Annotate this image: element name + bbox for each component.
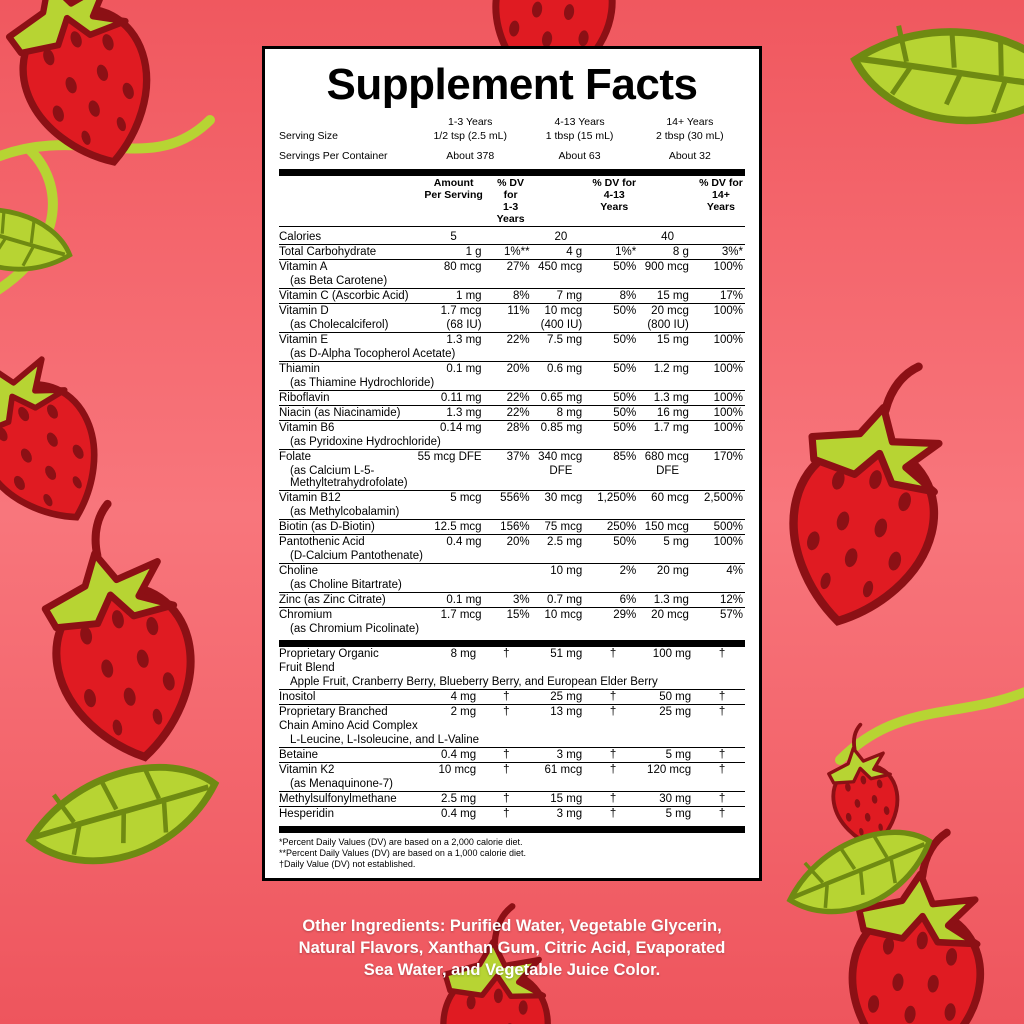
blend-dv-3: † bbox=[699, 690, 745, 705]
header-amount-line2: Per Serving bbox=[424, 189, 483, 201]
blend-amount-3: 25 mg bbox=[659, 706, 692, 718]
blend-dv-3: † bbox=[718, 648, 726, 660]
subrow-filler bbox=[590, 318, 638, 333]
page-title: Supplement Facts bbox=[326, 60, 698, 109]
blend-name: Vitamin K2 bbox=[279, 764, 335, 776]
nutrient-dv-1: 22% bbox=[490, 406, 532, 421]
nutrient-amount-3-alt: (800 IU) bbox=[638, 318, 697, 333]
servings-per-container-row bbox=[279, 149, 745, 163]
blend-amount-1: 8 mg bbox=[450, 648, 477, 660]
blend-dv-1: † bbox=[503, 706, 510, 718]
header-amount-line1: Amount bbox=[433, 177, 474, 189]
header-spacer bbox=[279, 176, 418, 227]
blend-dv-1: † bbox=[484, 690, 528, 705]
serving-age-header-row bbox=[279, 115, 745, 129]
nutrient-dv-1 bbox=[490, 564, 532, 579]
supplement-facts-panel bbox=[262, 46, 762, 881]
nutrient-dv-3: 100% bbox=[697, 391, 745, 406]
subrow-filler bbox=[490, 464, 532, 491]
blend-dv-1: † bbox=[484, 748, 528, 763]
nutrient-amount-2-alt: (400 IU) bbox=[532, 318, 591, 333]
blend-amount-1: 2 mg bbox=[450, 706, 477, 718]
blend-amount-2: 25 mg bbox=[528, 690, 590, 705]
nutrient-dv-3: 100% bbox=[713, 422, 743, 434]
table-row bbox=[279, 406, 745, 421]
footnote-2: **Percent Daily Values (DV) are based on a 1,000 calorie diet. bbox=[279, 848, 526, 858]
nutrient-amount-3: 5 mg bbox=[663, 536, 689, 548]
nutrient-dv-2: 50% bbox=[613, 261, 637, 273]
nutrient-name: Choline bbox=[279, 565, 318, 577]
header-spacer-2 bbox=[532, 176, 591, 227]
other-ingredients-line-1: Other Ingredients: Purified Water, Vegetable Glycerin, bbox=[302, 917, 722, 935]
nutrient-name: Vitamin A bbox=[279, 261, 328, 273]
nutrient-dv-3: 4% bbox=[726, 565, 743, 577]
blend-dv-3: † bbox=[718, 764, 726, 776]
nutrient-dv-3: 2,500% bbox=[703, 492, 743, 504]
nutrient-name: Thiamin bbox=[279, 363, 320, 375]
nutrient-name: Biotin (as D-Biotin) bbox=[279, 520, 418, 535]
table-subrow bbox=[279, 733, 745, 748]
table-row bbox=[279, 593, 745, 608]
nutrient-amount-3: 15 mg bbox=[638, 289, 697, 304]
nutrient-amount-3: 60 mcg bbox=[651, 492, 689, 504]
nutrient-dv-1: 8% bbox=[490, 289, 532, 304]
blend-dv-1: † bbox=[503, 648, 510, 660]
nutrient-amount-3: 1.3 mg bbox=[638, 391, 697, 406]
nutrient-amount-2: 8 mg bbox=[532, 406, 591, 421]
nutrient-amount-1: 5 bbox=[418, 230, 490, 245]
nutrient-amount-3: 20 mcg bbox=[651, 609, 689, 621]
nutrient-subname: (as Thiamine Hydrochloride) bbox=[279, 376, 745, 391]
table-row bbox=[279, 792, 745, 807]
table-row bbox=[279, 807, 745, 822]
nutrient-subname: (as Calcium L-5-Methyltetrahydrofolate) bbox=[279, 464, 418, 491]
nutrient-amount-3: 680 mcg bbox=[644, 451, 689, 463]
nutrient-amount-2: 20 bbox=[532, 230, 591, 245]
nutrient-dv-1: 22% bbox=[506, 334, 530, 346]
nutrient-amount-3: 1.3 mg bbox=[638, 593, 697, 608]
table-subrow bbox=[279, 464, 745, 491]
nutrient-dv-3 bbox=[697, 230, 745, 245]
other-ingredients-line-2: Natural Flavors, Xanthan Gum, Citric Acid, Evaporated bbox=[298, 939, 726, 957]
blend-name: Hesperidin bbox=[279, 808, 334, 820]
nutrient-amount-2: 30 mcg bbox=[544, 492, 583, 504]
servings-count-1: About 378 bbox=[446, 150, 495, 162]
blend-dv-1: † bbox=[503, 764, 510, 776]
table-subrow bbox=[279, 549, 745, 564]
table-row bbox=[279, 763, 745, 778]
nutrient-amount-3: 150 mcg bbox=[638, 520, 697, 535]
blend-amount-2: 3 mg bbox=[556, 808, 583, 820]
nutrition-table bbox=[279, 176, 745, 636]
nutrient-name: Vitamin B6 bbox=[279, 422, 335, 434]
table-subrow bbox=[279, 376, 745, 391]
blend-amount-3: 5 mg bbox=[636, 748, 699, 763]
proprietary-blend-table bbox=[279, 647, 745, 821]
table-row bbox=[279, 362, 745, 377]
nutrient-amount-1 bbox=[418, 564, 490, 579]
nutrient-dv-1: 3% bbox=[490, 593, 532, 608]
nutrient-dv-2 bbox=[590, 230, 638, 245]
nutrient-amount-1: 1.7 mcg bbox=[440, 305, 482, 317]
table-row bbox=[279, 535, 745, 550]
nutrient-dv-3: 100% bbox=[713, 536, 743, 548]
nutrient-subname: (as Chromium Picolinate) bbox=[290, 623, 420, 635]
serving-size-row bbox=[279, 129, 745, 143]
nutrient-dv-3: 170% bbox=[713, 451, 743, 463]
nutrient-name: Vitamin C (Ascorbic Acid) bbox=[279, 289, 418, 304]
nutrient-amount-2: 7 mg bbox=[532, 289, 591, 304]
table-row bbox=[279, 748, 745, 763]
blend-amount-2: 15 mg bbox=[528, 792, 590, 807]
table-subrow bbox=[279, 505, 745, 520]
blend-dv-2: † bbox=[590, 792, 636, 807]
table-subrow bbox=[279, 435, 745, 450]
nutrient-amount-2: 0.7 mg bbox=[532, 593, 591, 608]
nutrient-dv-2: 1%* bbox=[590, 245, 638, 260]
nutrient-dv-3: 100% bbox=[713, 363, 743, 375]
table-subrow bbox=[279, 661, 745, 675]
nutrient-amount-2: 10 mcg bbox=[544, 609, 583, 621]
nutrient-amount-1-alt: (68 IU) bbox=[418, 318, 490, 333]
nutrient-dv-1: 156% bbox=[490, 520, 532, 535]
header-dv2-line1: % DV for bbox=[592, 177, 637, 189]
nutrient-subname: (as Cholecalciferol) bbox=[279, 318, 418, 333]
table-subrow bbox=[279, 622, 745, 636]
nutrient-dv-2: 1,250% bbox=[597, 492, 637, 504]
nutrient-dv-3: 57% bbox=[719, 609, 743, 621]
nutrient-dv-2: 29% bbox=[613, 609, 637, 621]
nutrient-amount-3: 900 mcg bbox=[644, 261, 689, 273]
nutrient-subname: (as Beta Carotene) bbox=[279, 274, 418, 289]
nutrient-amount-3: 20 mg bbox=[656, 565, 689, 577]
nutrient-amount-2: 0.6 mg bbox=[547, 363, 583, 375]
table-row bbox=[279, 245, 745, 260]
nutrient-amount-1: 0.1 mg bbox=[418, 593, 490, 608]
servings-per-container-label: Servings Per Container bbox=[279, 150, 388, 162]
nutrient-amount-3: 1.2 mg bbox=[653, 363, 689, 375]
nutrient-dv-1 bbox=[490, 230, 532, 245]
nutrient-amount-1: 0.11 mg bbox=[418, 391, 490, 406]
other-ingredients-line-3: Sea Water, and Vegetable Juice Color. bbox=[363, 961, 661, 979]
nutrient-amount-2: 75 mcg bbox=[532, 520, 591, 535]
blend-dv-3: † bbox=[699, 792, 745, 807]
nutrient-name: Total Carbohydrate bbox=[279, 245, 418, 260]
table-row bbox=[279, 230, 745, 245]
blend-dv-1: † bbox=[484, 792, 528, 807]
blend-amount-1: 0.4 mg bbox=[422, 748, 484, 763]
table-row bbox=[279, 491, 745, 506]
table-row bbox=[279, 289, 745, 304]
footnote-1: *Percent Daily Values (DV) are based on a 2,000 calorie diet. bbox=[279, 837, 523, 847]
table-subrow bbox=[279, 675, 745, 690]
nutrient-subname: (as Choline Bitartrate) bbox=[279, 578, 745, 593]
nutrient-dv-1: 28% bbox=[506, 422, 530, 434]
nutrient-amount-1: 0.4 mg bbox=[446, 536, 482, 548]
bottom-divider-bar bbox=[279, 826, 745, 833]
nutrient-dv-2: 50% bbox=[613, 363, 637, 375]
nutrient-dv-2: 50% bbox=[590, 391, 638, 406]
nutrient-amount-3: 1.7 mg bbox=[653, 422, 689, 434]
blend-dv-2: † bbox=[609, 648, 617, 660]
nutrient-subname: (D-Calcium Pantothenate) bbox=[279, 549, 745, 564]
nutrient-amount-2: 10 mg bbox=[550, 565, 583, 577]
nutrient-amount-1: 0.1 mg bbox=[446, 363, 482, 375]
nutrient-name: Zinc (as Zinc Citrate) bbox=[279, 593, 418, 608]
blend-amount-3: 100 mg bbox=[652, 648, 692, 660]
header-dv1-line2: 1-3 Years bbox=[496, 201, 525, 225]
nutrient-amount-3-alt: DFE bbox=[638, 464, 697, 491]
nutrient-subname: (as Pyridoxine Hydrochloride) bbox=[279, 435, 745, 450]
blend-dv-3: † bbox=[718, 808, 726, 820]
blend-note: Apple Fruit, Cranberry Berry, Blueberry Berry, and European Elder Berry bbox=[279, 675, 745, 690]
servings-count-2: About 63 bbox=[558, 150, 601, 162]
blend-amount-1: 2.5 mg bbox=[422, 792, 484, 807]
subrow-filler bbox=[418, 464, 490, 491]
nutrient-dv-2: 50% bbox=[613, 334, 637, 346]
blend-dv-2: † bbox=[609, 706, 617, 718]
footnote-3: †Daily Value (DV) not established. bbox=[279, 859, 416, 869]
blend-name: Inositol bbox=[279, 690, 422, 705]
blend-dv-2: † bbox=[609, 808, 617, 820]
table-row bbox=[279, 260, 745, 275]
nutrient-amount-2: 0.85 mg bbox=[540, 422, 583, 434]
blend-name: Proprietary Branched bbox=[279, 706, 388, 718]
nutrient-amount-3: 16 mg bbox=[638, 406, 697, 421]
nutrient-amount-2: 2.5 mg bbox=[547, 536, 583, 548]
table-row bbox=[279, 333, 745, 348]
header-dv-1 bbox=[490, 176, 532, 227]
nutrient-dv-1: 37% bbox=[506, 451, 530, 463]
blend-amount-1: 0.4 mg bbox=[441, 808, 477, 820]
blend-name: Methylsulfonylmethane bbox=[279, 792, 422, 807]
middle-divider-bar bbox=[279, 640, 745, 647]
nutrient-dv-2: 50% bbox=[613, 536, 637, 548]
other-ingredients bbox=[262, 915, 762, 981]
nutrient-dv-1: 20% bbox=[506, 536, 530, 548]
nutrient-name: Vitamin B12 bbox=[279, 492, 341, 504]
nutrient-dv-3: 12% bbox=[697, 593, 745, 608]
age-header-2: 4-13 Years bbox=[554, 116, 605, 128]
nutrient-amount-2: 7.5 mg bbox=[547, 334, 583, 346]
table-row bbox=[279, 391, 745, 406]
table-subrow bbox=[279, 318, 745, 333]
nutrient-dv-2: 6% bbox=[590, 593, 638, 608]
table-row bbox=[279, 304, 745, 319]
nutrient-amount-2: 0.65 mg bbox=[532, 391, 591, 406]
blend-amount-2: 61 mcg bbox=[544, 764, 583, 776]
nutrient-name: Pantothenic Acid bbox=[279, 536, 365, 548]
blend-dv-3: † bbox=[699, 748, 745, 763]
nutrient-dv-1: 11% bbox=[507, 305, 530, 317]
nutrient-subname: (as Methylcobalamin) bbox=[279, 505, 745, 520]
blend-amount-2: 13 mg bbox=[550, 706, 583, 718]
age-header-3: 14+ Years bbox=[666, 116, 714, 128]
nutrient-amount-1: 0.14 mg bbox=[440, 422, 482, 434]
blend-amount-3: 5 mg bbox=[665, 808, 692, 820]
blend-dv-2: † bbox=[590, 690, 636, 705]
nutrient-amount-3: 8 g bbox=[638, 245, 697, 260]
table-row bbox=[279, 421, 745, 436]
nutrient-amount-3: 20 mcg bbox=[651, 305, 689, 317]
blend-note: L-Leucine, L-Isoleucine, and L-Valine bbox=[279, 733, 745, 748]
serving-size-1: 1/2 tsp (2.5 mL) bbox=[433, 130, 507, 142]
nutrient-amount-1: 5 mcg bbox=[450, 492, 482, 504]
nutrient-dv-3: 100% bbox=[697, 406, 745, 421]
header-dv3-line1: % DV for bbox=[699, 177, 743, 189]
nutrient-name: Folate bbox=[279, 451, 311, 463]
serving-info-table bbox=[279, 115, 745, 163]
nutrient-dv-2: 50% bbox=[613, 305, 637, 317]
blend-name: Betaine bbox=[279, 748, 422, 763]
subrow-filler bbox=[590, 464, 638, 491]
nutrient-name: Riboflavin bbox=[279, 391, 418, 406]
blend-amount-1: 10 mcg bbox=[438, 764, 477, 776]
table-subrow bbox=[279, 777, 745, 792]
table-subrow bbox=[279, 719, 745, 733]
table-row bbox=[279, 647, 745, 661]
table-row bbox=[279, 608, 745, 623]
blend-amount-3: 120 mcg bbox=[647, 764, 692, 776]
nutrient-amount-1: 12.5 mcg bbox=[418, 520, 490, 535]
nutrient-amount-1: 80 mcg bbox=[443, 261, 482, 273]
blend-dv-2: † bbox=[590, 748, 636, 763]
nutrient-name: Vitamin E bbox=[279, 334, 329, 346]
blend-amount-2: 51 mg bbox=[550, 648, 583, 660]
nutrient-dv-1: 15% bbox=[506, 609, 530, 621]
servings-count-3: About 32 bbox=[668, 150, 711, 162]
nutrient-dv-3: 100% bbox=[713, 334, 743, 346]
subrow-filler bbox=[697, 318, 745, 333]
blend-dv-1: † bbox=[503, 808, 510, 820]
nutrient-name: Niacin (as Niacinamide) bbox=[279, 406, 418, 421]
nutrient-dv-1: 20% bbox=[506, 363, 530, 375]
blend-subname: Fruit Blend bbox=[279, 662, 335, 674]
nutrient-amount-1: 1.3 mg bbox=[446, 334, 482, 346]
nutrient-subname: (as D-Alpha Tocopherol Acetate) bbox=[279, 347, 745, 362]
blend-amount-2: 3 mg bbox=[528, 748, 590, 763]
nutrient-amount-1: 1 g bbox=[418, 245, 490, 260]
column-header-row bbox=[279, 176, 745, 227]
nutrient-amount-2-alt: DFE bbox=[532, 464, 591, 491]
nutrient-name: Calories bbox=[279, 230, 418, 245]
table-subrow bbox=[279, 274, 745, 289]
nutrient-amount-2: 450 mcg bbox=[538, 261, 583, 273]
header-dv2-line2: 4-13 Years bbox=[600, 189, 629, 213]
subrow-filler bbox=[418, 274, 745, 289]
nutrient-dv-3: 17% bbox=[697, 289, 745, 304]
spacer-cell bbox=[279, 115, 416, 129]
nutrient-dv-2: 85% bbox=[613, 451, 637, 463]
nutrient-dv-1: 1%** bbox=[490, 245, 532, 260]
header-amount bbox=[418, 176, 490, 227]
blend-amount-3: 50 mg bbox=[636, 690, 699, 705]
nutrient-amount-1: 1.7 mcg bbox=[440, 609, 482, 621]
nutrient-dv-3: 500% bbox=[697, 520, 745, 535]
nutrient-amount-1: 55 mcg DFE bbox=[417, 451, 482, 463]
nutrient-dv-3: 100% bbox=[713, 261, 743, 273]
nutrient-name: Vitamin D bbox=[279, 305, 329, 317]
nutrient-dv-1: 22% bbox=[490, 391, 532, 406]
age-header-1: 1-3 Years bbox=[448, 116, 493, 128]
subrow-filler bbox=[490, 318, 532, 333]
blend-subname: (as Menaquinone-7) bbox=[279, 777, 745, 792]
table-row bbox=[279, 564, 745, 579]
blend-amount-1: 4 mg bbox=[422, 690, 484, 705]
nutrient-amount-3: 40 bbox=[638, 230, 697, 245]
blend-name: Proprietary Organic bbox=[279, 648, 379, 660]
header-spacer-3 bbox=[638, 176, 697, 227]
nutrient-dv-1: 27% bbox=[506, 261, 530, 273]
header-dv-2 bbox=[590, 176, 638, 227]
nutrient-amount-2: 10 mcg bbox=[544, 305, 583, 317]
nutrient-name: Chromium bbox=[279, 609, 333, 621]
nutrient-dv-2: 50% bbox=[613, 422, 637, 434]
blend-dv-3: † bbox=[718, 706, 726, 718]
header-dv3-line2: 14+ Years bbox=[706, 189, 735, 213]
nutrient-dv-3: 3%* bbox=[697, 245, 745, 260]
serving-size-3: 2 tbsp (30 mL) bbox=[655, 130, 724, 142]
blend-subname: Chain Amino Acid Complex bbox=[279, 720, 418, 732]
table-subrow bbox=[279, 347, 745, 362]
nutrient-dv-2: 8% bbox=[590, 289, 638, 304]
blend-dv-2: † bbox=[609, 764, 617, 776]
serving-size-2: 1 tbsp (15 mL) bbox=[545, 130, 614, 142]
table-row bbox=[279, 520, 745, 535]
subrow-filler bbox=[697, 464, 745, 491]
table-row bbox=[279, 450, 745, 465]
top-divider-bar bbox=[279, 169, 745, 176]
table-row bbox=[279, 705, 745, 720]
nutrient-dv-1: 556% bbox=[500, 492, 530, 504]
nutrient-dv-3: 100% bbox=[713, 305, 743, 317]
table-row bbox=[279, 690, 745, 705]
serving-size-label: Serving Size bbox=[279, 130, 338, 142]
nutrient-amount-2: 340 mcg bbox=[538, 451, 583, 463]
nutrient-dv-2: 250% bbox=[590, 520, 638, 535]
nutrient-amount-1: 1.3 mg bbox=[418, 406, 490, 421]
nutrient-dv-2: 2% bbox=[619, 565, 637, 577]
nutrient-amount-3: 15 mg bbox=[656, 334, 689, 346]
header-dv-3 bbox=[697, 176, 745, 227]
nutrient-amount-2: 4 g bbox=[532, 245, 591, 260]
nutrient-amount-1: 1 mg bbox=[418, 289, 490, 304]
header-dv1-line1: % DV for bbox=[497, 177, 524, 201]
nutrient-dv-2: 50% bbox=[590, 406, 638, 421]
blend-amount-3: 30 mg bbox=[636, 792, 699, 807]
table-subrow bbox=[279, 578, 745, 593]
